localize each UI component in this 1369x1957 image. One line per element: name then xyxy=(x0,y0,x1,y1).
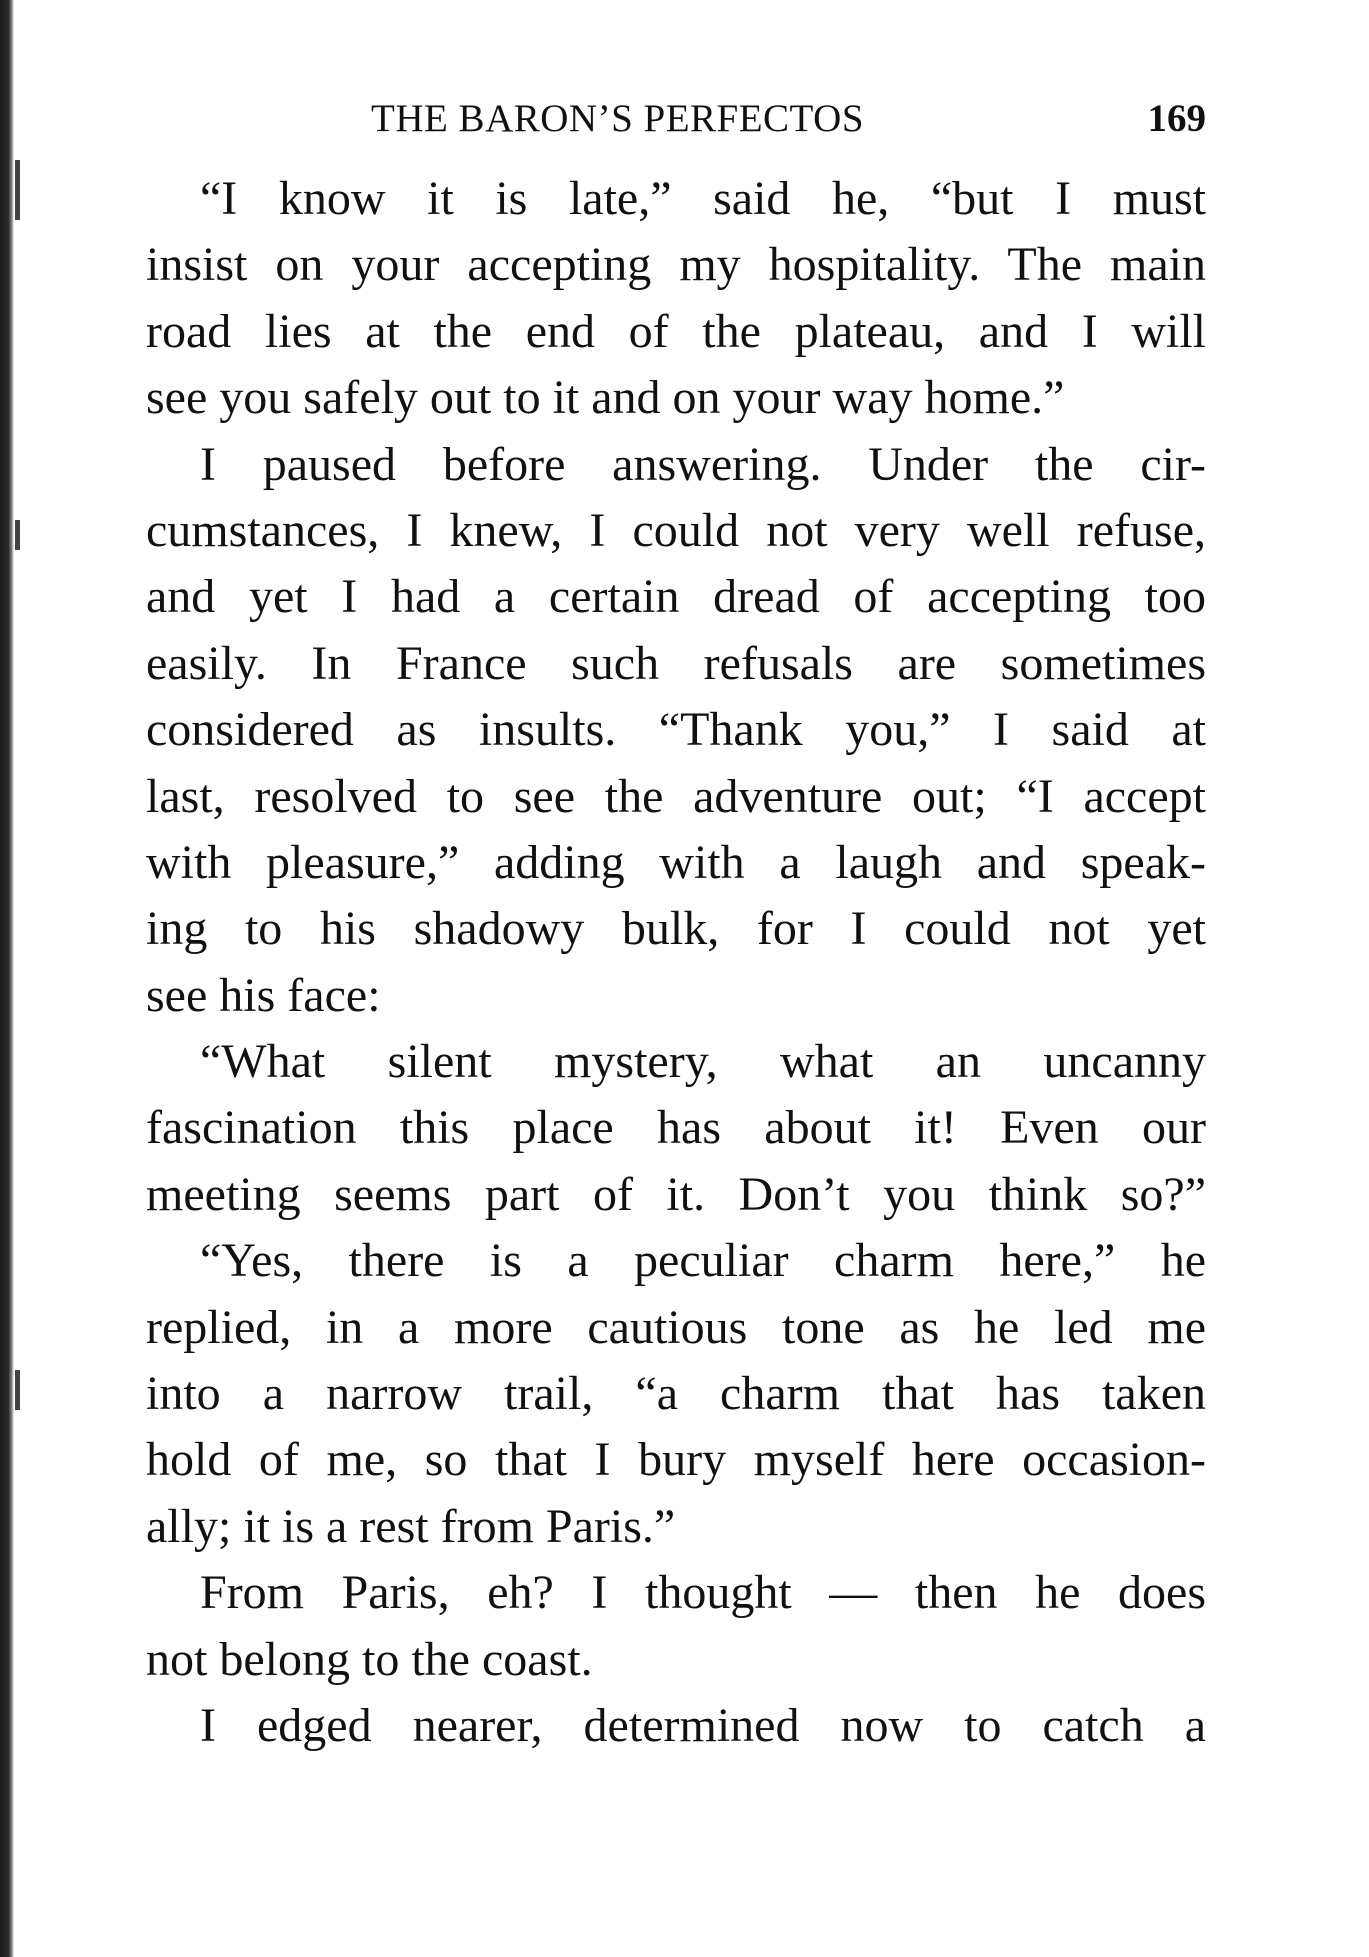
page-header xyxy=(146,92,1206,148)
body-text xyxy=(146,166,1206,1759)
page-binding-edge xyxy=(0,0,14,1957)
text-line: I paused before answering. Under the cir- xyxy=(200,437,1206,491)
text-line: “I know it is late,” said he, “but I must xyxy=(200,172,1206,225)
text-line: with pleasure,” adding with a laugh and speak- xyxy=(146,835,1206,889)
text-line: road lies at the end of the plateau, and I will xyxy=(146,304,1206,358)
text-line: easily. In France such refusals are sometimes xyxy=(146,636,1206,690)
text-line: insist on your accepting my hospitality. The main xyxy=(146,238,1206,292)
text-line: into a narrow trail, “a charm that has taken xyxy=(146,1367,1206,1421)
text-line: hold of me, so that I bury myself here occasion- xyxy=(146,1433,1206,1487)
binding-shadow-mark xyxy=(15,520,20,550)
text-line: ing to his shadowy bulk, for I could not yet xyxy=(146,902,1206,956)
text-line: fascination this place has about it! Even our xyxy=(146,1101,1206,1155)
binding-shadow-mark xyxy=(15,1370,20,1410)
running-head: THE BARON’S PERFECTOS xyxy=(371,97,865,140)
text-line: last, resolved to see the adventure out; “I accept xyxy=(146,769,1206,823)
text-line: and yet I had a certain dread of accepting too xyxy=(146,570,1206,624)
page-number: 169 xyxy=(1147,97,1206,140)
text-line: see his face: xyxy=(146,968,381,1022)
text-line: ally; it is a rest from Paris.” xyxy=(146,1499,676,1553)
text-line: “Yes, there is a peculiar charm here,” he xyxy=(200,1234,1206,1288)
text-line: considered as insults. “Thank you,” I said at xyxy=(146,703,1206,757)
text-line: I edged nearer, determined now to catch a xyxy=(200,1698,1206,1752)
binding-shadow-mark xyxy=(15,160,20,220)
text-line: meeting seems part of it. Don’t you think so?” xyxy=(146,1167,1206,1221)
text-line: see you safely out to it and on your way home.” xyxy=(146,371,1065,425)
text-line: “What silent mystery, what an uncanny xyxy=(200,1035,1206,1089)
text-line: replied, in a more cautious tone as he led me xyxy=(146,1300,1206,1354)
text-line: cumstances, I knew, I could not very well refuse, xyxy=(146,503,1206,557)
text-line: not belong to the coast. xyxy=(146,1632,593,1686)
text-line: From Paris, eh? I thought — then he does xyxy=(200,1566,1206,1620)
